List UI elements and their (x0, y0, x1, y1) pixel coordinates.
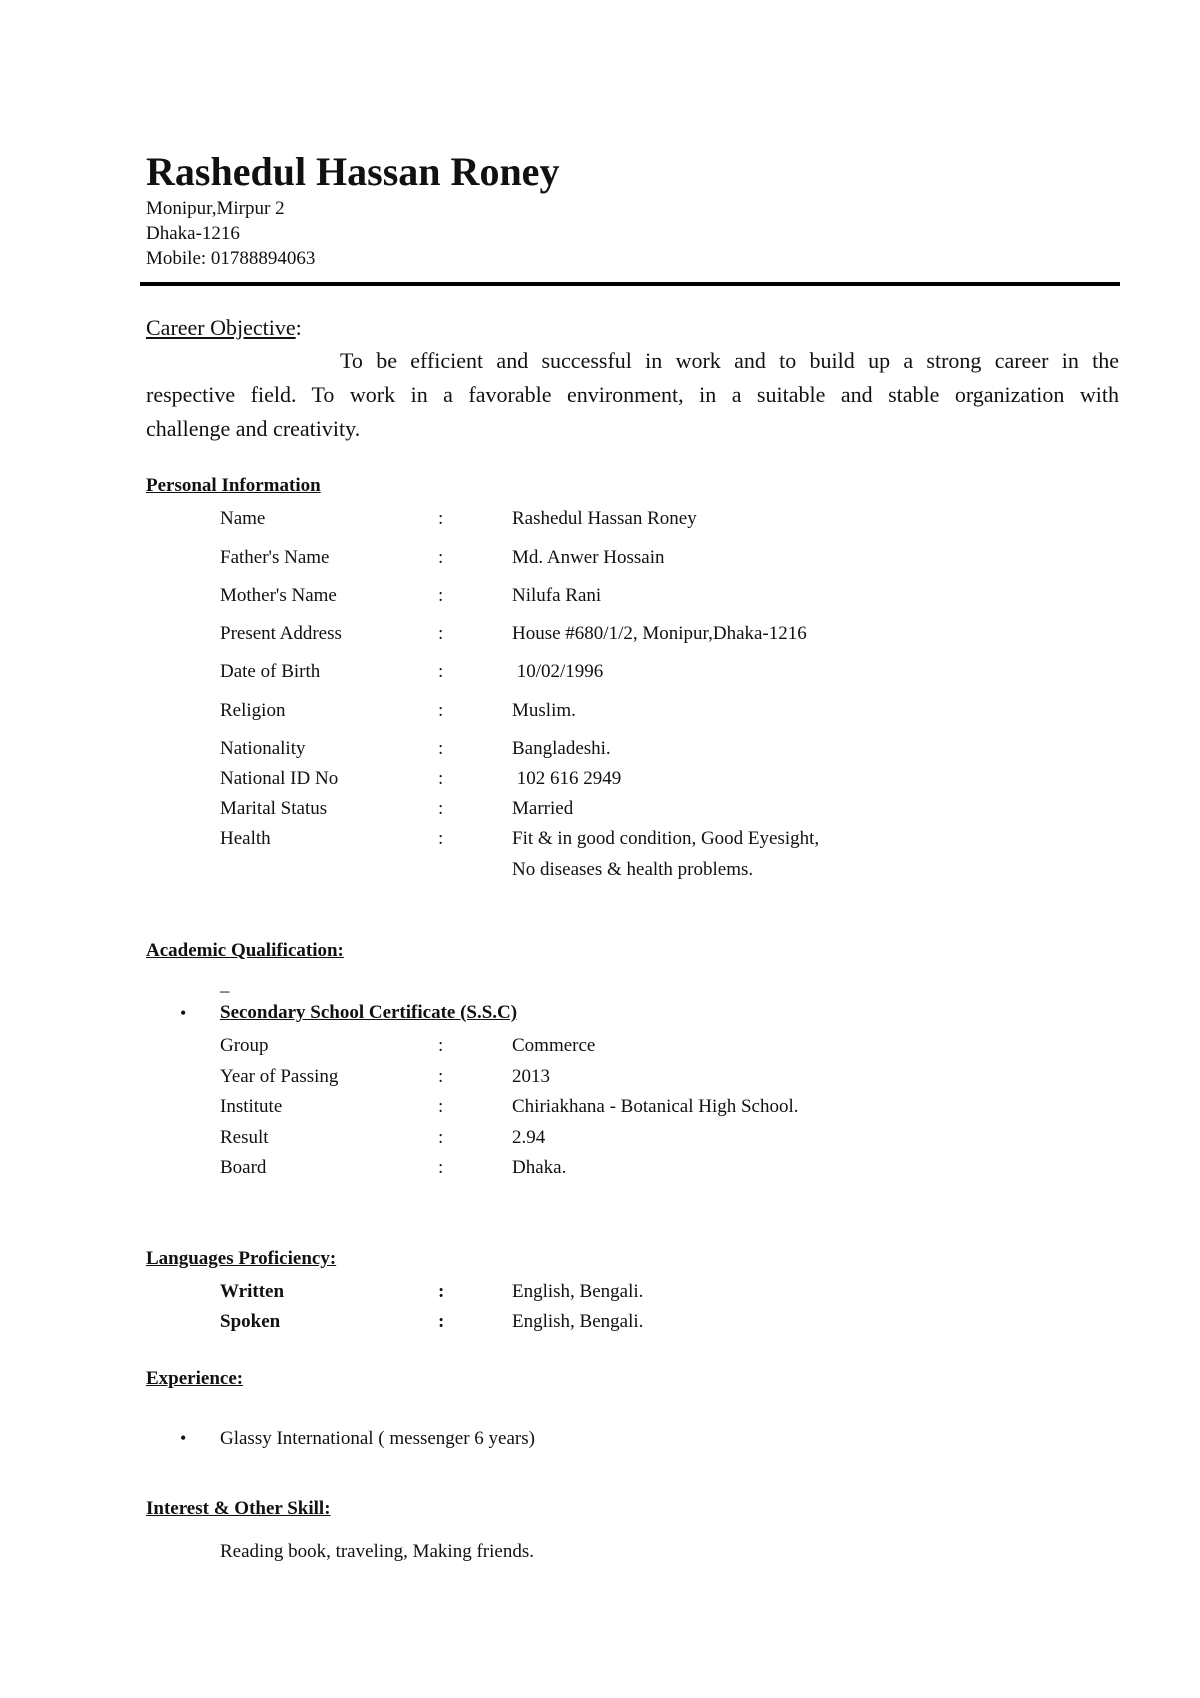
row-label: Health (220, 828, 271, 849)
row-value: Commerce (512, 1035, 596, 1056)
languages-heading: Languages Proficiency: (146, 1248, 337, 1269)
stray-underscore: _ (220, 974, 230, 995)
row-colon: : (438, 1066, 444, 1087)
row-colon: : (438, 700, 444, 721)
row-value: 10/02/1996 (512, 661, 604, 682)
row-value: English, Bengali. (512, 1311, 644, 1332)
bullet-icon: • (180, 1428, 187, 1448)
row-value: House #680/1/2, Monipur,Dhaka-1216 (512, 623, 807, 644)
address-line-2: Dhaka-1216 (146, 223, 240, 244)
candidate-name: Rashedul Hassan Roney (146, 149, 560, 194)
personal-info-heading: Personal Information (146, 475, 321, 496)
row-colon: : (438, 1157, 444, 1178)
row-value: 2.94 (512, 1127, 546, 1148)
career-objective-title: Career Objective (146, 315, 296, 340)
row-value: Muslim. (512, 700, 576, 721)
row-colon: : (438, 738, 444, 759)
row-colon: : (438, 1096, 444, 1117)
interests-text: Reading book, traveling, Making friends. (220, 1541, 534, 1562)
row-label: National ID No (220, 768, 339, 789)
health-line-2: No diseases & health problems. (512, 859, 754, 880)
row-colon: : (438, 547, 444, 568)
row-value: Bangladeshi. (512, 738, 611, 759)
row-colon: : (438, 585, 444, 606)
row-value: Md. Anwer Hossain (512, 547, 665, 568)
row-value: Dhaka. (512, 1157, 567, 1178)
academic-heading: Academic Qualification: (146, 940, 344, 961)
row-colon: : (438, 1127, 444, 1148)
career-objective-heading (146, 315, 302, 341)
interests-heading: Interest & Other Skill: (146, 1498, 331, 1519)
row-label: Written (220, 1281, 285, 1302)
row-value: Chiriakhana - Botanical High School. (512, 1096, 799, 1117)
address-line-1: Monipur,Mirpur 2 (146, 198, 285, 219)
row-value: Fit & in good condition, Good Eyesight, (512, 828, 820, 849)
row-label: Father's Name (220, 547, 330, 568)
row-label: Year of Passing (220, 1066, 339, 1087)
row-value: Rashedul Hassan Roney (512, 508, 697, 529)
row-value: English, Bengali. (512, 1281, 644, 1302)
mobile-number: Mobile: 01788894063 (146, 248, 316, 269)
experience-heading: Experience: (146, 1368, 244, 1389)
row-label: Mother's Name (220, 585, 337, 606)
row-value: 2013 (512, 1066, 550, 1087)
bullet-icon: • (180, 1003, 187, 1023)
row-value: Nilufa Rani (512, 585, 602, 606)
row-colon: : (438, 623, 444, 644)
row-colon: : (438, 508, 444, 529)
row-label: Institute (220, 1096, 283, 1117)
career-objective-text (146, 344, 1119, 446)
header-divider (140, 282, 1120, 286)
row-label: Result (220, 1127, 269, 1148)
experience-item: Glassy International ( messenger 6 years) (220, 1428, 535, 1449)
row-colon: : (438, 828, 444, 849)
row-colon: : (438, 768, 444, 789)
row-colon: : (438, 798, 444, 819)
row-colon: : (438, 1035, 444, 1056)
ssc-title: Secondary School Certificate (S.S.C) (220, 1002, 518, 1023)
objective-line-1: To be efficient and successful in work and to build up a strong career in the (340, 348, 1119, 373)
objective-line-2: respective field. To work in a favorable environment, in a suitable and stable organization with (146, 382, 1119, 407)
row-label: Present Address (220, 623, 342, 644)
row-label: Spoken (220, 1311, 281, 1332)
row-label: Date of Birth (220, 661, 321, 682)
row-colon: : (438, 1281, 445, 1302)
career-objective-colon: : (295, 315, 302, 340)
objective-line-3: challenge and creativity. (146, 416, 361, 441)
row-value: 102 616 2949 (512, 768, 622, 789)
row-label: Nationality (220, 738, 306, 759)
row-label: Religion (220, 700, 286, 721)
row-colon: : (438, 1311, 445, 1332)
row-value: Married (512, 798, 574, 819)
row-label: Marital Status (220, 798, 328, 819)
row-colon: : (438, 661, 444, 682)
row-label: Name (220, 508, 266, 529)
row-label: Board (220, 1157, 267, 1178)
row-label: Group (220, 1035, 269, 1056)
